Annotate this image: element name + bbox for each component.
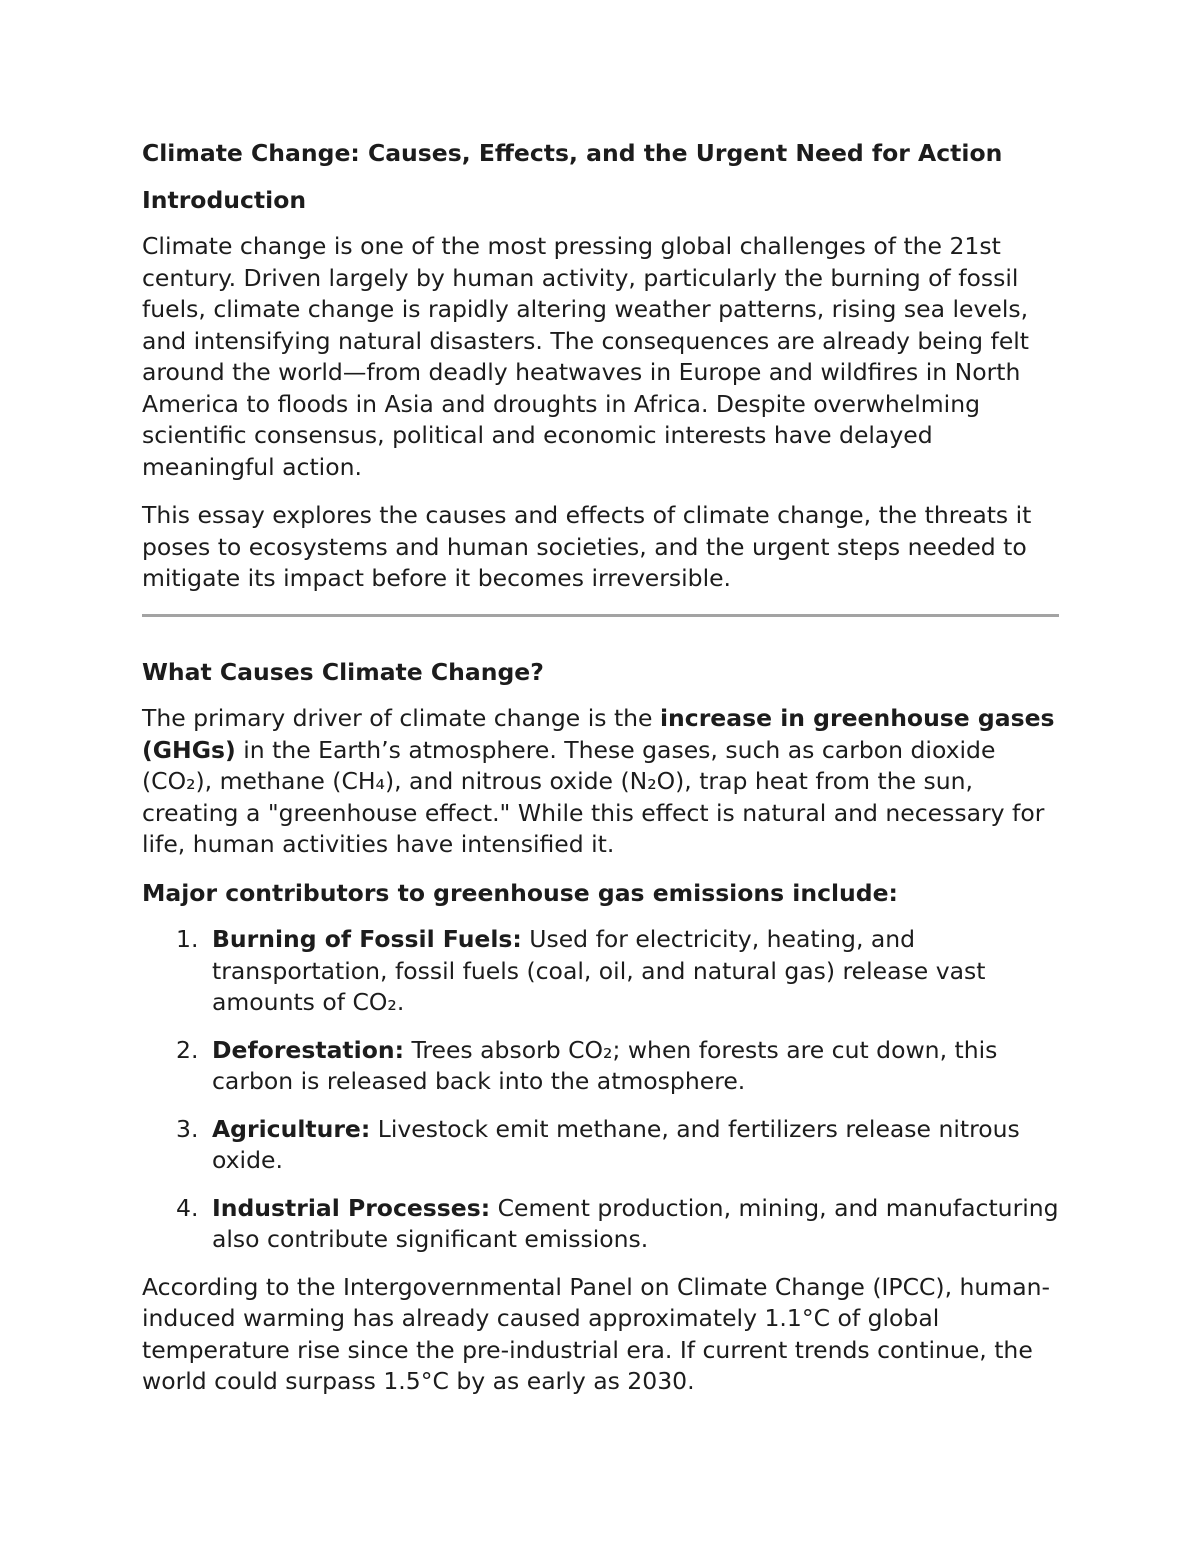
- causes-paragraph-lead: The primary driver of climate change is the: [142, 704, 660, 732]
- document-page: [142, 138, 1060, 1415]
- list-item-label: Agriculture:: [212, 1114, 371, 1143]
- causes-heading: What Causes Climate Change?: [142, 657, 544, 686]
- list-item-number: 4.: [176, 1193, 199, 1222]
- list-item-text: Used for electricity, heating, and transportation, fossil fuels (coal, oil, and natural gas) release vast amounts of CO₂.: [212, 925, 986, 1016]
- closing-paragraph: According to the Intergovernmental Panel on Climate Change (IPCC), human-induced warming has already caused approximately 1.1°C of global temperature rise since the pre-industrial era. If current trends continue, the world could surpass 1.5°C by as early as 2030.: [142, 1272, 1050, 1395]
- list-item-text: Cement production, mining, and manufacturing also contribute significant emissions.: [212, 1193, 1059, 1253]
- list-item-label: Deforestation:: [212, 1035, 404, 1064]
- list-item-label: Industrial Processes:: [212, 1193, 491, 1222]
- list-item-number: 2.: [176, 1035, 199, 1064]
- intro-paragraph-2: This essay explores the causes and effects of climate change, the threats it poses to ecosystems and human societies, and the urgent steps needed to mitigate its impact before it becomes irreversible.: [142, 501, 1032, 592]
- causes-paragraph: [142, 703, 1060, 861]
- list-item-label: Burning of Fossil Fuels:: [212, 925, 522, 953]
- section-divider: [142, 614, 1059, 617]
- list-item: [142, 924, 1060, 1019]
- causes-paragraph-rest: in the Earth’s atmosphere. These gases, such as carbon dioxide (CO₂), methane (CH₄), and nitrous oxide (N₂O), trap heat from the sun, creating a "greenhouse effect." While this effect is natural and necessary for life, human activities have intensified it.: [142, 735, 1045, 858]
- document-title: Climate Change: Causes, Effects, and the Urgent Need for Action: [142, 139, 1003, 167]
- intro-heading: Introduction: [142, 185, 307, 214]
- list-item-text: Livestock emit methane, and fertilizers release nitrous oxide.: [212, 1114, 1020, 1174]
- list-item: [142, 1035, 1060, 1098]
- list-item: [142, 1193, 1060, 1256]
- causes-paragraph-bold: increase in greenhouse gases (GHGs): [142, 704, 1055, 764]
- list-item-text: Trees absorb CO₂; when forests are cut down, this carbon is released back into the atmosphere.: [212, 1035, 998, 1095]
- list-item-number: 3.: [176, 1114, 199, 1143]
- contributors-list: [142, 924, 1060, 1256]
- list-item-number: 1.: [176, 925, 199, 953]
- list-item: [142, 1114, 1060, 1177]
- intro-paragraph-1: Climate change is one of the most pressing global challenges of the 21st century. Driven largely by human activity, particularly the burning of fossil fuels, climate change is rapidly altering weather patterns, rising sea levels, and intensifying natural disasters. The consequences are already being felt around the world—from deadly heatwaves in Europe and wildfires in North America to floods in Asia and droughts in Africa. Despite overwhelming scientific consensus, political and economic interests have delayed meaningful action.: [142, 232, 1030, 481]
- contributors-heading: Major contributors to greenhouse gas emissions include:: [142, 878, 898, 907]
